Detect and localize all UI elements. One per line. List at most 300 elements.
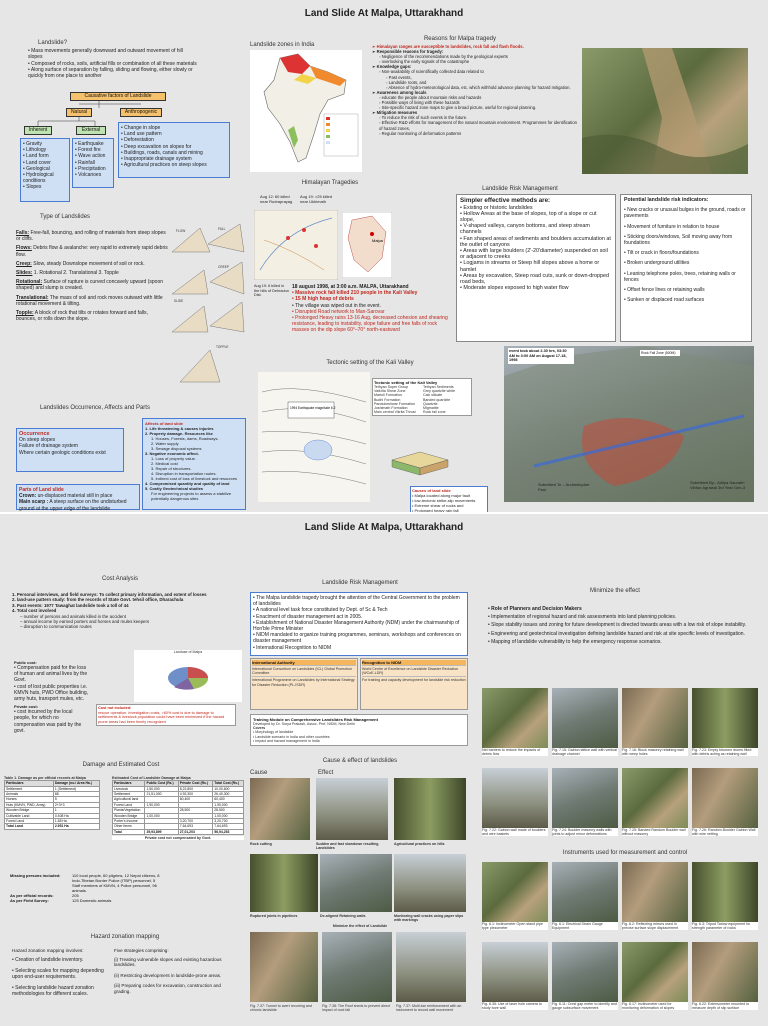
diagram-label: SLIDE — [174, 299, 184, 303]
malpa-locator-map — [342, 212, 392, 278]
photo-caption: Fig. 7.15: Gabion lattice wall with vertical drainage channel — [552, 748, 617, 757]
indicator-item: • New cracks or unusual bulges in the ground, roads or pavements — [624, 207, 748, 219]
table-cell: 27,01,203 — [178, 829, 213, 834]
anthropogenic-node: Anthropogenic — [120, 108, 162, 117]
event-line: • Prolonged Heavy rains 13-16 Aug, decreased cohesion and shearing resistance, leading to instability, slope failure and free falls of rock masses on the dip slope 60°–70° north-eastward — [292, 315, 452, 334]
external-list — [72, 138, 114, 188]
module-covers: Covers — [253, 726, 266, 731]
table-cell: 28,500 — [178, 808, 213, 813]
table-cell: 10,00,600 — [213, 786, 244, 791]
photo-caption: Fig. 7.25: Banded Random Boulder wall without masonry — [622, 828, 688, 836]
causative-factors-title: Causative factors of Landslide — [70, 92, 166, 101]
anthropogenic-list — [118, 122, 230, 178]
risk-mgmt-box — [250, 592, 468, 656]
mitigation-photo — [622, 688, 688, 766]
anthropogenic-item: • Inappropriate drainage system — [121, 156, 227, 162]
public-cost-item: • cost of lost public properties i.e. KMVN huts, PWD Office building, army huts, transport mules, etc. — [14, 684, 90, 703]
reinforcement-photo — [396, 932, 466, 1002]
table-cell: 5 — [53, 797, 99, 802]
minimize-list — [488, 606, 760, 647]
instrument-photo — [622, 942, 688, 1020]
missing-persons — [10, 874, 160, 903]
photo — [482, 688, 548, 748]
indicator-item: • Sunken or displaced road surfaces — [624, 297, 748, 303]
legend-item: Martoli Formation — [374, 393, 402, 398]
rock-fall-label: Rock Fall Zone (500M) — [640, 350, 680, 356]
reason-line: ◦ overlooking the early signals of the catastrophe — [379, 59, 470, 65]
table-header: Particulars — [113, 781, 145, 786]
table-cell: 1 — [53, 808, 99, 813]
table-cell: Total — [113, 829, 145, 834]
affect-item: 5. Indirect cost of loss of livestock and resources — [151, 476, 238, 481]
ce-label: Ruptured joints in pipelines — [250, 914, 298, 918]
legend-item: Tethyan Super Group — [374, 385, 409, 389]
risk-heading: Landslide Risk Management — [482, 186, 558, 192]
photo-caption: Fig. 7.16: Block masonry retaining wall with weep holes — [622, 748, 688, 756]
table-cell: 2.951 Ha — [53, 824, 99, 829]
type-text: The mass of soil and rock moves outward with little rotational movement & tilting. — [16, 294, 163, 307]
inherent-item: • Land cover — [23, 160, 67, 166]
external-item: • Volcanoes — [75, 172, 111, 178]
type-term: Creep: — [16, 260, 32, 267]
legend-item: Rock fall zone — [423, 410, 446, 415]
tectonic-legend — [372, 378, 472, 416]
not-included-title: Cost not included: — [98, 706, 132, 710]
reason-line: ◦ educate the people about mountain risks and hazards — [379, 94, 482, 100]
cause-item: • Extreme shear of rocks and — [412, 503, 486, 508]
anthropogenic-item: • Buildings, roads, canals and mining — [121, 150, 227, 156]
photo — [692, 942, 758, 1002]
landslide-type — [16, 230, 168, 242]
reason-line: ➢ Knowledge gaps: — [372, 64, 412, 70]
missing-value: 125 Domestic animals — [72, 897, 112, 903]
affects-box — [142, 418, 246, 510]
photo-caption: Fig. 7.24: Boulder masonry walls with joints to adjust minor deformations — [552, 828, 618, 836]
risk-indicators-box — [620, 194, 752, 342]
reason-line: ➢ Mitigation measures — [372, 110, 418, 116]
table-cell: Cultivable Land — [5, 813, 54, 818]
landslide-type — [16, 279, 168, 291]
types-heading: Type of Landslides — [40, 214, 91, 220]
reasons-list — [372, 44, 578, 136]
table-cell: 60,400 — [178, 797, 213, 802]
module-by: Developed by Dr. Surya Prakash, Assoc. Prof. NIDM, New Delhi — [253, 722, 355, 726]
parts-title: Parts of Land slide — [19, 487, 64, 493]
cost-item: 3. Past events: 1977 Tawaghat landslide took a toll of 44 — [12, 602, 129, 608]
risk-mgmt-item: • The Malpa landslide tragedy brought the attention of the Central Government to the problem of landslides — [253, 595, 465, 607]
table-cell: 2+3+3 — [53, 802, 99, 807]
reason-line: ◦ Absence of hydro-meteorological data, etc. which withhold advance planning for hazard mitigation. — [386, 84, 571, 90]
risk-mgmt-item: • Establishment of National Disaster Management Authority (NDM) under the chairmanship of Hon'ble Prime Minister — [253, 620, 465, 632]
type-term: Flows: — [16, 245, 32, 252]
inherent-item: • Hydrological conditions — [23, 172, 67, 184]
affects-title: Affects of land slide — [145, 421, 184, 426]
occurrence-heading: Landslides Occurrence, Affects and Parts — [40, 405, 150, 411]
reason-line: ◦ Landslide roots, and — [386, 79, 427, 85]
type-term: Rotational: — [16, 279, 43, 286]
diagram-label: CREEP — [218, 265, 229, 269]
missing-label: Missing persons included: — [10, 873, 61, 878]
inherent-item: • Slopes — [23, 184, 67, 190]
intl-authority — [250, 658, 358, 710]
affect-item: 2. Medical cost — [151, 461, 178, 466]
table-header: Public Cost (Rs.) — [145, 781, 178, 786]
photo-caption: Fig. 7.22: Gabion wall made of boulders and wire baskets — [482, 828, 548, 836]
table-cell: Other Items — [113, 824, 145, 829]
table-cell: Wooden Bridge — [113, 813, 145, 818]
landslide-type — [16, 270, 168, 276]
strategy-item: (i) Treating vulnerable slopes and existing hazardous landslides. — [114, 956, 222, 968]
type-text: Slow, steady Downslope movement of soil or rock. — [31, 260, 145, 267]
table2-title: Estimated Cost of Landslide Damage at Malpa — [112, 776, 191, 780]
legend-item: Budhi Formation — [374, 397, 401, 402]
crown-term: Crown: — [19, 493, 37, 500]
poster-title: Land Slide At Malpa, Uttarakhand — [304, 8, 464, 19]
risk-mgmt-heading: Landslide Risk Management — [322, 580, 398, 586]
block-diagram — [390, 450, 450, 476]
india-zone-map — [250, 50, 362, 172]
public-cost — [14, 660, 90, 734]
simple-methods-box — [456, 194, 616, 342]
affect-item: 3. Sewage disposal systems — [151, 446, 202, 451]
roof-shed-photo — [322, 932, 392, 1002]
table-cell: 1.58 Ha — [53, 819, 99, 824]
affect-item: 1. Houses, Forests, dams, Roadways. — [151, 436, 219, 441]
photo-caption: Fig. 6.1: Electrical Strain Gauge Equipment — [552, 922, 618, 930]
anthropogenic-item: • Agricultural practices on steep slopes — [121, 162, 227, 168]
cost-item: 4. Total cost involved — [12, 608, 57, 614]
photo-caption: Fig. 6.35: Use of laser hole camera to study bore wall — [482, 1002, 548, 1010]
affect-item: 4. Compromised quantity and quality of land — [145, 481, 230, 486]
table-header: Damage (no./ Area Ha.) — [53, 781, 99, 786]
public-cost-item: • Compensation paid for the loss of human and animal lives by the Govt. — [14, 665, 90, 684]
event-summary — [292, 284, 452, 334]
submitted-to: Submitted To :- Archmitopher Paul — [538, 482, 590, 492]
legend-item: Vaikrita Shear Zone — [374, 389, 406, 394]
private-not-compensated: Private cost not compensated by Govt. — [112, 836, 244, 840]
instrument-photo — [692, 862, 758, 940]
cost-item: 2. land-use pattern study: from the records of State Govt. tehsil office, Dharachula — [12, 597, 184, 603]
intl-item: International Consortium on Landslides (ICL) Global Promotion Committee — [252, 665, 356, 676]
cost-item: – disruption to communication routes — [20, 624, 92, 630]
cause-item: • Malpa located along major fault — [412, 493, 486, 498]
submitted-by: Submitted By:- Aditya Saurabh Vibhor Agrawal 3rd Year Gen-3 — [690, 480, 746, 490]
table-cell: 28,500 — [213, 808, 244, 813]
private-cost-title: Private cost: — [14, 704, 39, 710]
table-cell: Animals — [5, 792, 54, 797]
legend-item: Banded quartzite — [423, 397, 451, 402]
landslide-type — [16, 310, 168, 322]
instrument-photo — [482, 862, 548, 940]
hazard-item: • Selecting scales for mapping depending upon end-user requirements. — [12, 968, 112, 980]
type-text: Debris flow & avalanche: very rapid to extremely rapid debris flow. — [16, 245, 168, 258]
not-included-text: rescue operation, investigation costs, >60% cost is due to damage to settlements & livestock population could have been minimized if the hazard prone areas had been timely recognized — [98, 710, 225, 724]
private-cost-item: • cost incurred by the local people, for which no compensation was paid by the govt. — [14, 709, 90, 734]
aug19-label: Aug 19: >25 killed near Ukhimath — [300, 194, 332, 204]
instrument-photo — [552, 862, 618, 940]
landslide-type-diagrams — [170, 222, 246, 392]
reason-line: ◦ Past events, — [386, 74, 412, 80]
table-cell: 4,92,300 — [178, 792, 213, 797]
legend-item: Tethyan Sediments — [423, 385, 454, 389]
minimize-item: • Role of Planners and Decision Makers — [488, 606, 760, 612]
mitigation-photo — [552, 688, 618, 766]
instrument-photo — [552, 942, 618, 1020]
occurrence-box — [16, 428, 124, 472]
table-cell: 21,51,000 — [145, 792, 178, 797]
simple-method-item: • Hollow Areas at the base of slopes, top of a slope or cut slope, — [460, 211, 612, 223]
table-header: Total Cost (Rs.) — [213, 781, 244, 786]
missing-label: As per Field Survey: — [10, 897, 49, 903]
reason-line: ◦ Non-availability of scientifically collected data related to — [379, 69, 484, 75]
strategy-title: Five strategies comprising: — [114, 948, 169, 953]
occurrence-item: On steep slopes — [19, 437, 56, 444]
module-title: Training Module on Comprehensive Landslides Risk Management — [253, 717, 378, 722]
type-text: Surface of rupture is curved concavely upward (spoon shaped) and slump is created. — [16, 279, 164, 292]
minimize-heading: Minimize the effect — [590, 588, 640, 594]
table-cell: Agricultural land — [113, 797, 145, 802]
external-item: • Earthquake — [75, 141, 111, 147]
wall-crack-photo — [394, 854, 466, 912]
event-line: • Massive rock fall killed 210 people in the Kali Valley — [292, 290, 452, 296]
legend-item: Calc silicate — [423, 393, 443, 398]
reason-line: ➢ Himalayan ranges are susceptible to landslides, rock fall and flash floods. — [372, 44, 524, 49]
affect-item: 1. Loss of property value. — [151, 456, 196, 461]
missing-value: 110 local people, 60 pilgrims, 12 Nepal citizens, 8 Indo-Tibetan Border Police (ITBP) personnel, 5 Staff members of KMVN, 4 Police personnel, 96 animals. — [72, 873, 160, 893]
table-cell: Forest Land — [5, 819, 54, 824]
table-cell: Total Land — [5, 824, 54, 829]
type-term: Topple: — [16, 310, 34, 317]
min-label: Fig. 7.37: Tunnel to avert recurring and chronic landslide — [250, 1004, 312, 1013]
affect-item: 1. Life threatening & causes injuries — [145, 426, 214, 431]
simple-methods-title: Simpler effective methods are: — [460, 197, 551, 204]
hazard-strategies — [114, 948, 238, 1000]
intl-title: International Authority — [252, 660, 356, 665]
affect-item: 5. Costly Geotechnical studies — [145, 486, 204, 491]
event-line: • Disrupted Road network to Man-Sarovar — [292, 309, 452, 315]
table-cell: Wooden Bridge — [5, 808, 54, 813]
ce-label: Sudden and fast slowdown resulting Landslides — [316, 842, 379, 851]
table-cell: 7,64,693 — [178, 824, 213, 829]
photo — [552, 688, 618, 748]
risk-mgmt-item: • NIDM mandated to organize training programmes, seminars, workshops and conferences on disaster management — [253, 632, 465, 644]
pie-title: Landuse of Malpa — [173, 650, 203, 654]
strategy-item: (iii) Preparing codes for excavation, construction and grading. — [114, 983, 221, 994]
table-cell: Porter's Income — [113, 819, 145, 824]
table1-title: Table 1. Damage as per official records at Malpa — [4, 776, 86, 780]
landslide-definition — [28, 40, 198, 79]
landslide-point: • Along surface of separation by falling, sliding and flowing, either slowly or quickly from one place to another — [28, 67, 198, 79]
photo — [692, 768, 758, 828]
photo — [552, 768, 618, 828]
reason-line: ➢ Responsible reasons for tragedy: — [372, 49, 444, 55]
minimize-item: • Slope stability issues and zoning for future development is directed towards areas with a low risk of slope instability. — [488, 622, 760, 628]
external-node: External — [76, 126, 106, 135]
indicator-item: • Broken underground utilities — [624, 260, 748, 266]
aug19b-label: Aug 19: 6 killed in the hills of Dehradun Dist. — [254, 284, 289, 298]
table-cell: Huts (KMVN, PWD, Army) — [5, 802, 54, 807]
anthropogenic-item: • Deep excavation on slopes for — [121, 144, 227, 150]
indicator-item: • Sticking doors/windows, Soil moving away from foundations — [624, 234, 748, 246]
cause-effect-heading: Cause & effect of landslides — [322, 758, 398, 764]
affect-item: For engineering projects to assess a stabilize potentially dangerous sites — [151, 491, 232, 501]
photo — [692, 862, 758, 922]
table-cell: 1,90,000 — [213, 802, 244, 807]
mitigation-photo — [552, 768, 618, 846]
indicator-item: • Movement of furniture in relation to house — [624, 224, 748, 230]
parts-box — [16, 484, 140, 510]
minimize-item: • Implementation of regional hazard and risk assessments into land planning policies. — [488, 614, 760, 620]
causes-title: Causes of land slide — [412, 488, 451, 493]
diagram-label: TOPPLE — [216, 345, 229, 349]
simple-method-item: • Logjams in streams or Steep hill slopes above a home or hamlet — [460, 260, 612, 272]
instrument-photo — [692, 942, 758, 1020]
external-item: • Precipitation — [75, 166, 111, 172]
legend-item: Pandukeshwar Formation — [374, 401, 415, 406]
table-cell: 1,00,000 — [213, 813, 244, 818]
malpa-label: Malpa — [372, 238, 383, 243]
event-date: 18 august 1998, at 3:00 a.m. MALPA, Uttarakhand — [292, 284, 409, 290]
landslide-type — [16, 261, 168, 267]
indicator-item: • Leaning telephone poles, trees, retaining walls or fences — [624, 271, 748, 283]
recog-title: Recognition to NIDM — [362, 660, 466, 665]
landslide-heading: Landslide? — [38, 40, 68, 46]
mitigation-photo — [692, 768, 758, 846]
photo-caption: Fig. 6.11: Crest gap meter to identify and gauge subsurface movement — [552, 1002, 617, 1011]
recog-item: World Centre of Excellence on Landslide Disaster Reduction (WCoE-LDR) — [362, 665, 466, 676]
photo-caption: Fig. 6.17: Inclinometer used for monitoring deformation of slopes — [622, 1002, 688, 1010]
indicator-item: • Tilt or crack in floors/foundations — [624, 250, 748, 256]
legend-item: Joshimath Formation — [374, 406, 408, 411]
table-cell: Settlement — [113, 792, 145, 797]
earthquake-label: 1994 Earthquake magnitude 6.2 — [290, 406, 336, 410]
table-header: Particulars — [5, 781, 54, 786]
external-item: • Wave action — [75, 153, 111, 159]
reason-line: ◦ Effective R&D efforts for management of the natural mountain environment. Programmes for identification of hazard zones, — [379, 120, 578, 131]
mitigation-photo — [692, 688, 758, 766]
photo — [622, 688, 688, 748]
ce-label: De-aligned Retaining walls — [320, 914, 366, 918]
module-item: • Impact and hazard management in India — [253, 739, 465, 743]
inherent-list — [20, 138, 70, 202]
photo-caption: Net barriers to reduce the impacts of debris flow — [482, 748, 548, 756]
inherent-item: • Gravity — [23, 141, 67, 147]
poster-top — [0, 0, 768, 512]
cause-photo — [250, 778, 310, 840]
risk-mgmt-item: • Enactment of disaster management act in 2005. — [253, 614, 465, 620]
simple-method-item: • Moderate slopes exposed to high water flow — [460, 285, 612, 291]
reason-line: ◦ To reduce the risk of such events in the future. — [379, 115, 468, 121]
cause-label: Cause — [250, 770, 268, 776]
legend-item: Migmatite — [423, 406, 439, 411]
ce-label: Rock cutting — [250, 842, 272, 846]
table-cell: Forest Land — [113, 802, 145, 807]
occurrence-item: Where certain geologic conditions exist — [19, 449, 106, 456]
table-cell: 29,93,899 — [145, 829, 178, 834]
damage-row — [5, 824, 100, 829]
min-label: Fig. 7.37: Multi-bar reinforcement with an instrument to record wall movement — [396, 1004, 462, 1013]
module-item: • Morphology of landslide — [253, 730, 465, 734]
hazard-list — [12, 948, 112, 1003]
photo-caption: Fig. 6.2: Reflecting mirrors used in precise surface slope displacement — [622, 922, 688, 930]
cost-item: 1. Personal interviews, and field surveys: To collect primary information, and extent of losses — [12, 592, 207, 597]
photo — [552, 862, 618, 922]
photo — [552, 942, 618, 1002]
inherent-item: • Lithology — [23, 147, 67, 153]
instrument-photo-grid — [482, 862, 762, 1022]
table-cell: 26,40,300 — [213, 792, 244, 797]
hazard-heading: Hazard zonation mapping — [90, 934, 160, 940]
affect-item: 2. Property damage- Resources like — [145, 431, 213, 436]
zones-heading: Landslide zones in India — [250, 42, 315, 48]
causes-box — [410, 486, 488, 512]
simple-method-item: • Areas with large boulders (2'-20'diameter) suspended on soil or adjacent to creeks — [460, 248, 612, 260]
legend-title: Tectonic setting of the Kali Valley — [374, 380, 438, 385]
malpa-valley-photo — [504, 346, 754, 502]
affect-item: 3. Repair of structures. — [151, 466, 192, 471]
event-line: • 15 M high heap of debris — [292, 296, 452, 302]
intl-item: International Programme on Landslides by International Strategy for Disaster Reduction (PL-ISDR) — [252, 678, 355, 687]
affect-item: 3. Negative economic affect- — [145, 451, 200, 456]
diagram-label: FLOW — [176, 229, 186, 233]
landslide-type — [16, 245, 168, 257]
event-line: • The village was wiped out in the event. — [292, 303, 452, 309]
public-cost-title: Public cost: — [14, 660, 37, 665]
damage-table-2 — [112, 776, 244, 840]
cost-list — [12, 592, 232, 630]
affect-item: 2. Water supply — [151, 441, 179, 446]
ce-label: Monitoring wall cracks using paper slips with markings — [394, 914, 464, 923]
photo — [622, 942, 688, 1002]
legend-item: Quartzite — [423, 401, 438, 406]
natural-node: Natural — [66, 108, 92, 117]
photo-caption: Fig. 6.3: Tripod Tarlow equipment for strength parameter of rocks — [692, 922, 758, 930]
cause-item: • low-tectonic strike-slip movements — [412, 498, 486, 503]
anthropogenic-item: • Change in slope — [121, 125, 227, 131]
inherent-item: • Geological — [23, 166, 67, 172]
type-text: 1. Rotational 2. Translational 3. Topple — [32, 270, 119, 277]
external-item: • Forest fire — [75, 147, 111, 153]
missing-label: As per official records: — [10, 892, 54, 898]
type-term: Falls: — [16, 230, 30, 236]
occurrence-title: Occurrence — [19, 431, 50, 437]
landslide-photo — [582, 48, 748, 174]
risk-mgmt-item: • International Recognition to NIDM — [253, 645, 465, 651]
cost-not-included — [96, 704, 236, 726]
damage-table-1 — [4, 776, 100, 830]
table-cell: 88 — [53, 792, 99, 797]
table-cell: 1,50,000 — [145, 786, 178, 791]
aug12-label: Aug 12: 60 killed near Rudraprayag — [260, 194, 293, 204]
module-item: • Landslide scenario in India and other countries — [253, 735, 465, 739]
landslide-type — [16, 295, 168, 307]
scarp-text: A steep surface on the undisturbed ground at the upper edge of the landslide — [19, 499, 127, 512]
tectonic-map — [258, 372, 370, 502]
simple-method-item: • Existing or historic landslides — [460, 205, 612, 211]
damage-heading: Damage and Estimated Cost — [82, 762, 160, 768]
diagram-label: FALL — [218, 227, 226, 231]
simple-method-item: • V-shaped valleys, canyon bottoms, and steep stream channels — [460, 223, 612, 235]
simple-method-item: • Areas by excavation, Steep road cuts, sunk or down-dropped road beds, — [460, 273, 612, 285]
table-cell: 0.408 Ha — [53, 813, 99, 818]
cause-item: • Prolonged heavy rain fall — [412, 508, 486, 512]
photo — [482, 942, 548, 1002]
landuse-pie-chart — [134, 650, 242, 702]
cost-row — [113, 829, 244, 834]
pipeline-photo — [250, 854, 318, 912]
mitigation-photo — [482, 688, 548, 766]
inherent-node: Inherent — [24, 126, 52, 135]
